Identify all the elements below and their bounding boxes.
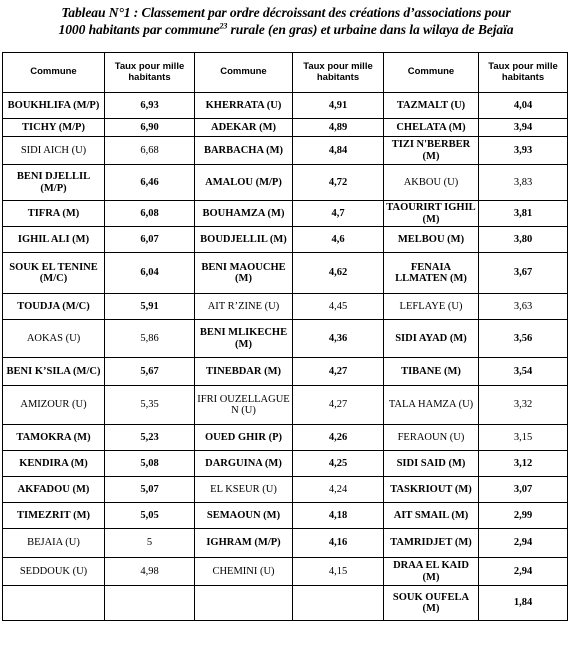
commune-cell: EL KSEUR (U) [195,477,293,503]
rate-cell: 5,23 [105,425,195,451]
commune-cell: CHELATA (M) [384,119,479,137]
commune-cell: TAMOKRA (M) [3,425,105,451]
caption-line-1: Tableau N°1 : Classement par ordre décroissant des créations d’associations pour [61,5,511,20]
table-row [3,451,568,477]
rate-cell: 3,81 [479,201,568,227]
commune-cell: TAZMALT (U) [384,93,479,119]
commune-header: Commune [384,53,479,93]
rate-cell: 3,12 [479,451,568,477]
rate-cell: 4,98 [105,558,195,586]
rate-cell: 4,36 [293,320,384,358]
commune-cell: TIBANE (M) [384,358,479,386]
commune-cell: BARBACHA (M) [195,137,293,165]
rate-cell: 3,15 [479,425,568,451]
taux-header: Taux pour mille habitants [479,53,568,93]
commune-cell: OUED GHIR (P) [195,425,293,451]
commune-cell: AIT SMAIL (M) [384,503,479,529]
rate-cell: 3,63 [479,294,568,320]
commune-cell: AKBOU (U) [384,165,479,201]
rate-cell: 5,35 [105,386,195,425]
rate-cell: 2,99 [479,503,568,529]
table-row [3,165,568,201]
rate-cell: 4,84 [293,137,384,165]
commune-cell: BOUDJELLIL (M) [195,227,293,253]
table-row [3,119,568,137]
commune-cell: BOUHAMZA (M) [195,201,293,227]
commune-cell: FENAIA LLMATEN (M) [384,253,479,294]
commune-cell: LEFLAYE (U) [384,294,479,320]
commune-cell: AKFADOU (M) [3,477,105,503]
caption-line-2-start: 1000 habitants par commune [58,22,220,37]
rate-cell: 5,08 [105,451,195,477]
commune-cell: TINEBDAR (M) [195,358,293,386]
commune-cell: BENI DJELLIL (M/P) [3,165,105,201]
rate-cell: 4,25 [293,451,384,477]
table-row [3,253,568,294]
table-row [3,529,568,558]
table-row [3,586,568,621]
commune-cell: SOUK OUFELA (M) [384,586,479,621]
rate-cell: 5 [105,529,195,558]
rate-cell: 5,67 [105,358,195,386]
commune-cell: SEDDOUK (U) [3,558,105,586]
commune-cell: TALA HAMZA (U) [384,386,479,425]
commune-cell: MELBOU (M) [384,227,479,253]
commune-cell: AIT R’ZINE (U) [195,294,293,320]
rate-cell: 4,27 [293,358,384,386]
rate-cell: 3,67 [479,253,568,294]
rate-cell: 3,94 [479,119,568,137]
commune-cell: AOKAS (U) [3,320,105,358]
commune-cell: IFRI OUZELLAGUE N (U) [195,386,293,425]
rate-cell: 6,04 [105,253,195,294]
commune-cell: SOUK EL TENINE (M/C) [3,253,105,294]
rate-cell: 6,68 [105,137,195,165]
commune-cell: TIZI N'BERBER (M) [384,137,479,165]
commune-cell: TIMEZRIT (M) [3,503,105,529]
commune-cell: IGHIL ALI (M) [3,227,105,253]
footnote-ref: 23 [219,21,228,31]
rate-cell: 3,54 [479,358,568,386]
rate-cell: 3,07 [479,477,568,503]
rate-cell: 4,15 [293,558,384,586]
commune-cell: TAOURIRT IGHIL (M) [384,201,479,227]
commune-cell: BOUKHLIFA (M/P) [3,93,105,119]
table-row [3,503,568,529]
rate-cell: 4,91 [293,93,384,119]
commune-cell: KHERRATA (U) [195,93,293,119]
table-row [3,386,568,425]
taux-header: Taux pour mille habitants [293,53,384,93]
commune-cell: IGHRAM (M/P) [195,529,293,558]
commune-cell: TIFRA (M) [3,201,105,227]
commune-cell: DARGUINA (M) [195,451,293,477]
rate-cell: 4,18 [293,503,384,529]
rate-cell: 3,56 [479,320,568,358]
commune-cell: SIDI AYAD (M) [384,320,479,358]
rate-cell: 5,05 [105,503,195,529]
rate-cell: 3,93 [479,137,568,165]
commune-cell: FERAOUN (U) [384,425,479,451]
rate-cell: 4,26 [293,425,384,451]
rate-cell: 5,07 [105,477,195,503]
commune-cell: BEJAIA (U) [3,529,105,558]
rate-cell [105,586,195,621]
commune-cell: BENI K’SILA (M/C) [3,358,105,386]
rate-cell: 5,86 [105,320,195,358]
rate-cell: 3,80 [479,227,568,253]
rate-cell [293,586,384,621]
commune-cell: KENDIRA (M) [3,451,105,477]
header-row [3,53,568,93]
table-row [3,358,568,386]
table-row [3,477,568,503]
commune-cell: TOUDJA (M/C) [3,294,105,320]
rate-cell: 2,94 [479,558,568,586]
commune-cell: TAMRIDJET (M) [384,529,479,558]
caption-line-2-end: rurale (en gras) et urbaine dans la wilaya de Bejaïa [227,22,514,37]
commune-cell: CHEMINI (U) [195,558,293,586]
rate-cell: 6,93 [105,93,195,119]
commune-cell: SEMAOUN (M) [195,503,293,529]
table-row [3,294,568,320]
commune-cell: BENI MLIKECHE (M) [195,320,293,358]
caption-line-2 [5,21,567,38]
commune-header: Commune [195,53,293,93]
table-row [3,137,568,165]
table-row [3,227,568,253]
commune-cell [3,586,105,621]
table-row [3,320,568,358]
rate-cell: 4,6 [293,227,384,253]
table-row [3,558,568,586]
rate-cell: 6,08 [105,201,195,227]
rate-cell: 6,46 [105,165,195,201]
commune-cell: AMALOU (M/P) [195,165,293,201]
rate-cell: 6,07 [105,227,195,253]
rate-cell: 4,27 [293,386,384,425]
rate-cell: 4,16 [293,529,384,558]
commune-cell: BENI MAOUCHE (M) [195,253,293,294]
commune-cell: TICHY (M/P) [3,119,105,137]
rate-cell: 2,94 [479,529,568,558]
rate-cell: 4,04 [479,93,568,119]
rate-cell: 1,84 [479,586,568,621]
rate-cell: 4,24 [293,477,384,503]
commune-cell: AMIZOUR (U) [3,386,105,425]
rate-cell: 4,7 [293,201,384,227]
table-row [3,425,568,451]
rate-cell: 4,45 [293,294,384,320]
rate-cell: 4,72 [293,165,384,201]
commune-header: Commune [3,53,105,93]
commune-cell: ADEKAR (M) [195,119,293,137]
ranking-table [2,52,568,621]
table-row [3,201,568,227]
commune-cell: SIDI SAID (M) [384,451,479,477]
commune-cell: SIDI AICH (U) [3,137,105,165]
table-row [3,93,568,119]
rate-cell: 4,62 [293,253,384,294]
commune-cell: TASKRIOUT (M) [384,477,479,503]
rate-cell: 3,32 [479,386,568,425]
commune-cell [195,586,293,621]
table-body [3,93,568,621]
rate-cell: 3,83 [479,165,568,201]
rate-cell: 6,90 [105,119,195,137]
commune-cell: DRAA EL KAID (M) [384,558,479,586]
rate-cell: 5,91 [105,294,195,320]
table-caption [5,4,567,38]
rate-cell: 4,89 [293,119,384,137]
taux-header: Taux pour mille habitants [105,53,195,93]
